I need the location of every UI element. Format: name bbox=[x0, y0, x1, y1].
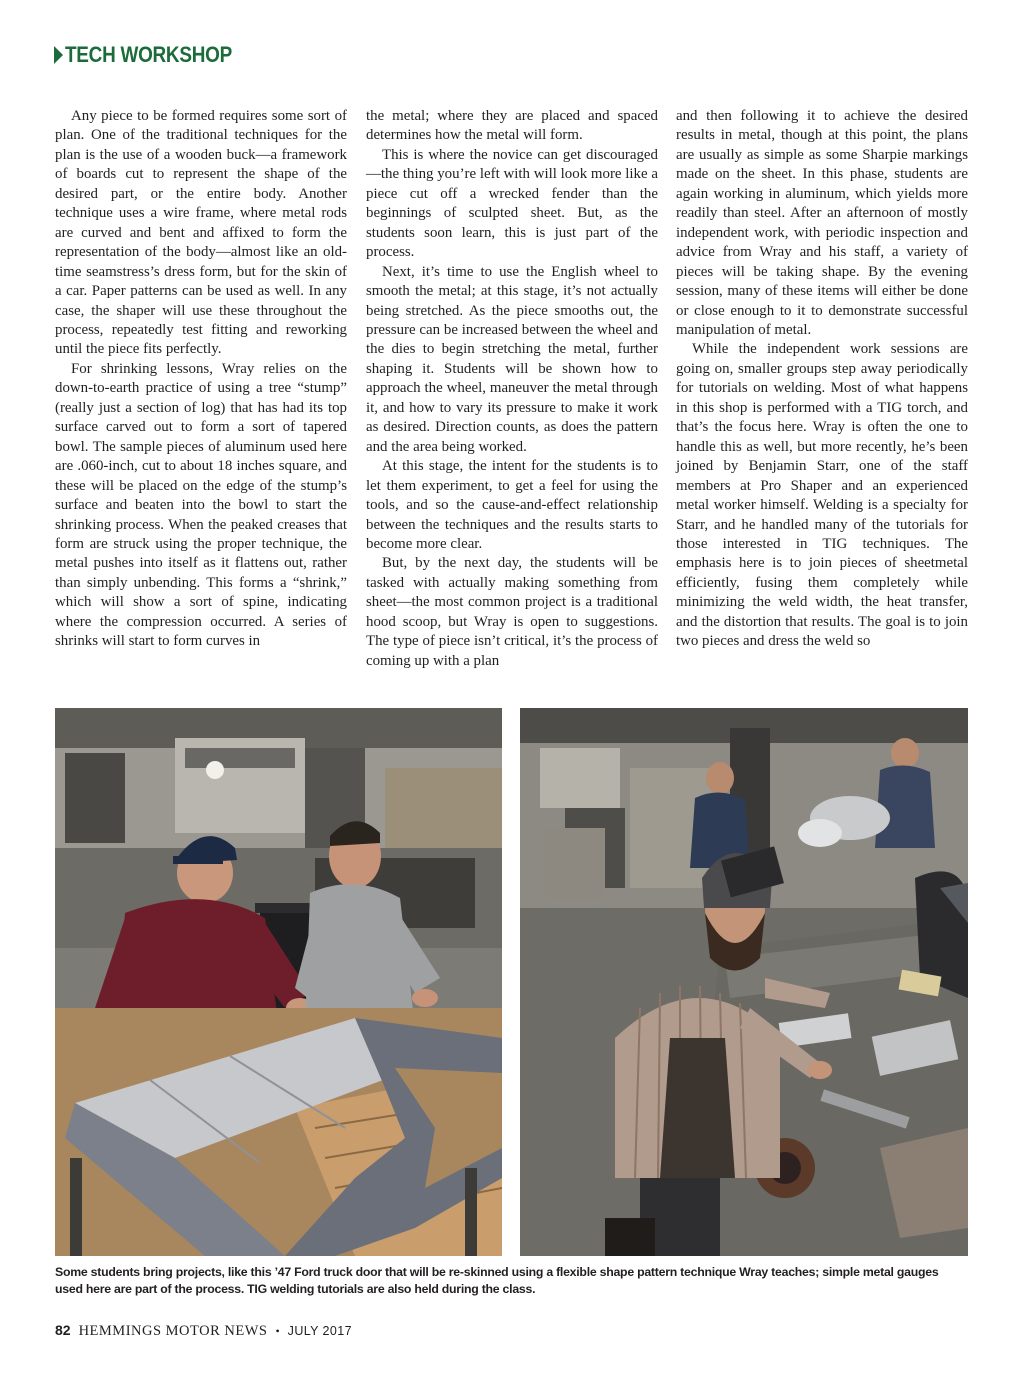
issue-date: JULY 2017 bbox=[287, 1324, 352, 1338]
text-column-3 bbox=[676, 107, 968, 652]
page-number: 82 bbox=[55, 1322, 71, 1338]
paragraph: At this stage, the intent for the students is to let them experiment, to get a feel for using the tools, and so the cause-and-effect relationship between the techniques and the results starts to become more clear. bbox=[366, 458, 658, 552]
text-column-2 bbox=[366, 107, 658, 671]
paragraph: the metal; where they are placed and spaced determines how the metal will form. bbox=[366, 108, 658, 144]
arrow-right-icon bbox=[54, 46, 63, 64]
paragraph: While the independent work sessions are going on, smaller groups step away periodically for tutorials on welding. Most of what happens in this shop is performed with a TIG torch, and that’s the focus here. Wray is often the one to handle this as well, but more recently, he’s been joined by Benjamin Starr, one of the staff members at Pro Shaper and an experienced metal worker himself. Welding is a specialty for Starr, and he handled many of the tutorials for those interested in TIG techniques. The emphasis here is to join pieces of sheetmetal efficiently, fusing them completely while minimizing the weld width, the heat transfer, and the distortion that results. The goal is to join two pieces and dress the weld so bbox=[676, 341, 968, 650]
section-header bbox=[54, 42, 259, 68]
paragraph: Next, it’s time to use the English wheel to smooth the metal; at this stage, it’s not actually being stretched. As the piece smooths out, the pressure can be increased between the wheel and the dies to begin stretching the metal, further shaping it. Students will be shown how to approach the wheel, maneuver the metal through it, and how to vary its pressure to make it work as desired. Direction counts, as does the pattern and the area being worked. bbox=[366, 263, 658, 455]
paragraph: For shrinking lessons, Wray relies on the down-to-earth practice of using a tree “stump” (really just a section of log) that has had its top surface carved out to form a sort of tapered bowl. The sample pieces of aluminum used here are .060-inch, cut to about 18 inches square, and these will be placed on the edge of the stump’s surface and beaten into the bowl to start the shrinking process. When the peaked creases that form are struck using the proper technique, the metal pushes into itself as it flattens out, rather than simply unbending. This forms a “shrink,” which will show a sort of spine, indicating where the compression occurred. A series of shrinks will start to form curves in bbox=[55, 360, 347, 650]
paragraph: This is where the novice can get discouraged—the thing you’re left with will look more like a piece cut off a wrecked fender than the beginnings of sculpted sheet. But, as the students soon learn, this is just part of the process. bbox=[366, 146, 658, 261]
magazine-name: HEMMINGS MOTOR NEWS bbox=[78, 1323, 268, 1339]
section-title: TECH WORKSHOP bbox=[65, 42, 232, 67]
photo-truck-door bbox=[55, 708, 502, 1256]
photo-tig-welding bbox=[520, 708, 968, 1256]
paragraph: Any piece to be formed requires some sort of plan. One of the traditional techniques for the plan is the use of a wooden buck—a framework of boards cut to represent the shape of the desired part, or the entire body. Another technique uses a wire frame, where metal rods are curved and bent and affixed to form the representation of the body—almost like an old-time seamstress’s dress form, but for the skin of a car. Paper patterns can be used as well. In any case, the shaper will use these throughout the process, repeatedly test fitting and reworking until the piece fits perfectly. bbox=[55, 108, 347, 358]
page-footer bbox=[55, 1322, 352, 1340]
paragraph: and then following it to achieve the desired results in metal, though at this point, the plans are usually as simple as some Sharpie markings made on the sheet. In this phase, students are again working in aluminum, which yields more readily than steel. After an afternoon of mostly independent work, with periodic inspection and advice from Wray and his staff, a variety of pieces will be taking shape. By the evening session, many of these items will either be done or close enough to it to demonstrate successful manipulation of metal. bbox=[676, 108, 968, 338]
photo-caption: Some students bring projects, like this ’47 Ford truck door that will be re-skinned using a flexible shape pattern technique Wray teaches; simple metal gauges used here are part of the process. TIG welding tutorials are also held during the class. bbox=[55, 1265, 939, 1296]
paragraph: But, by the next day, the students will be tasked with actually making something from sheet—the most common project is a traditional hood scoop, but Wray is open to suggestions. The type of piece isn’t critical, it’s the process of coming up with a plan bbox=[366, 555, 658, 669]
bullet-separator: • bbox=[275, 1324, 280, 1338]
text-column-1 bbox=[55, 107, 347, 652]
